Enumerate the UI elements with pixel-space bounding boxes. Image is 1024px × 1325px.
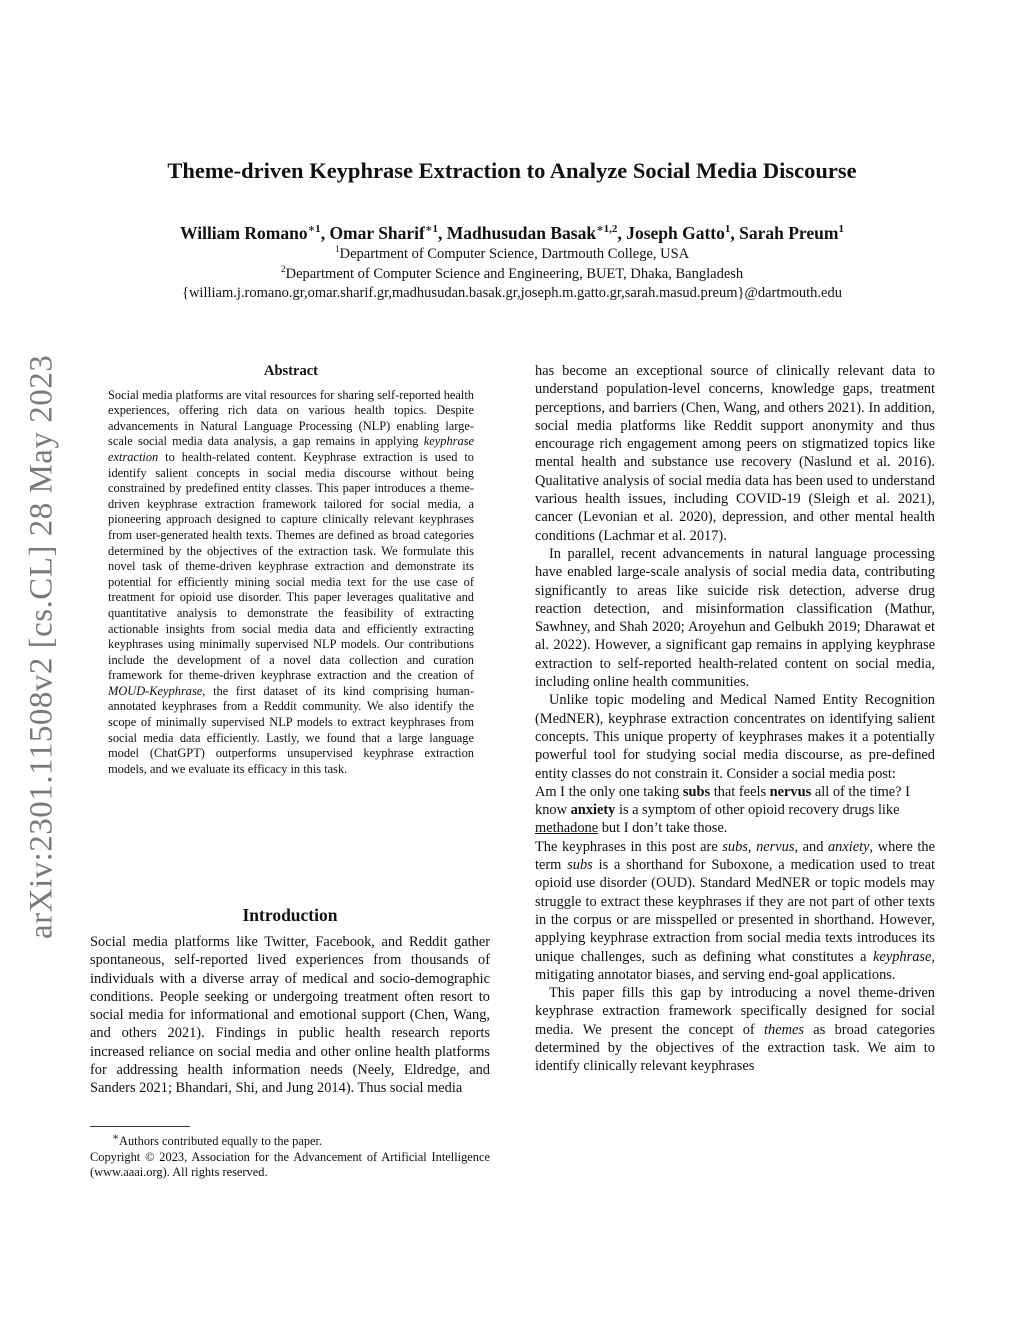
affiliation-2: $^2$Department of Computer Science and Engineering, BUET, Dhaka, Bangladesh xyxy=(280,265,744,282)
author-name: Madhusudan Basak xyxy=(446,222,597,243)
author-affil-mark: ∗1,2 xyxy=(596,223,618,235)
abstract-heading: Abstract xyxy=(264,363,318,379)
affiliation-1: $^1$Department of Computer Science, Dartmouth College, USA xyxy=(334,245,690,262)
author-affil-mark: 1 xyxy=(724,223,731,235)
body-paragraph: has become an exceptional source of clinically relevant data to understand population-level concerns, knowledge gaps, treatment perceptions, and barriers (Chen, Wang, and others 2021). In addition, social media platforms like Reddit support anonymity and thus encourage rich engagement among peers on stigmatized topics like mental health and substance use recovery (Naslund et al. 2016). Qualitative analysis of social media data has been used to understand various health issues, including COVID-19 (Sleigh et al. 2021), cancer (Levonian et al. 2020), depression, and other mental health conditions (Lachmar et al. 2017). xyxy=(535,363,935,544)
author-affil-mark: 1 xyxy=(838,223,844,235)
body-paragraph: This paper fills this gap by introducing a novel theme-driven keyphrase extraction framework specifically designed for social media. We present the concept of themes as broad categories determined by the objectives of the extraction task. We aim to identify clinically relevant keyphrases xyxy=(535,985,935,1075)
author-name: William Romano xyxy=(180,222,308,243)
copyright-notice: Copyright © 2023, Association for the Advancement of Artificial Intelligence (www.aaai.org). All rights reserved. xyxy=(90,1149,490,1179)
author-name: Joseph Gatto xyxy=(626,222,725,243)
author-affil-mark: ∗1 xyxy=(424,223,438,235)
social-media-post-quote: Am I the only one taking subs that feels nervus all of the time? I know anxiety is a symptom of other opioid recovery drugs like methadone but I don’t take those. xyxy=(535,783,910,837)
body-paragraph: The keyphrases in this post are subs, nervus, and anxiety, where the term subs is a shorthand for Suboxone, a medication used to treat opioid use disorder (OUD). Standard MedNER or topic models may struggle to extract these keyphrases if they are not part of other texts in the corpus or are misspelled or presented in shorthand. However, applying keyphrase extraction from social media texts introduces its unique challenges, such as defining what constitutes a keyphrase, mitigating annotator biases, and serving end-goal applications. xyxy=(535,838,936,983)
author-list: William Romano$^{∗1}$, Omar Sharif$^{∗1}$, Madhusudan Basak$^{∗1,2}$, Joseph Gatto$^1$, Sarah Preum$^1$ xyxy=(180,222,844,243)
abstract-text: Social media platforms are vital resources for sharing self-reported health experiences, offering rich data on various health topics. Despite advancements in Natural Language Processing (NLP) enabling large-scale social media data analysis, a gap remains in applying keyphrase extraction to health-related content. Keyphrase extraction is used to identify salient concepts in social media discourse without being constrained by predefined entity classes. This paper introduces a theme-driven keyphrase extraction framework tailored for social media, a pioneering approach designed to capture clinically relevant keyphrases from user-generated health texts. Themes are defined as broad categories determined by the objectives of the extraction task. We formulate this novel task of theme-driven keyphrase extraction and demonstrate its potential for efficiently mining social media text for the use case of treatment for opioid use disorder. This paper leverages qualitative and quantitative analysis to demonstrate the feasibility of extracting actionable insights from social media data and efficiently extracting keyphrases using minimally supervised NLP models. Our contributions include the development of a novel data collection and curation framework for theme-driven keyphrase extraction and the creation of MOUD-Keyphrase, the first dataset of its kind comprising human-annotated keyphrases from a Reddit community. We also identify the scope of minimally supervised NLP models to extract keyphrases from social media data efficiently. Lastly, we found that a large language model (ChatGPT) outperforms unsupervised keyphrase extraction models, and we evaluate its efficacy in this task. xyxy=(108,387,474,776)
abstract xyxy=(108,364,474,777)
paper-title: Theme-driven Keyphrase Extraction to Analyze Social Media Discourse xyxy=(167,158,857,183)
section-heading-introduction: Introduction xyxy=(242,905,338,925)
author-affil-mark: ∗1 xyxy=(307,223,321,235)
footnote-divider xyxy=(90,1126,190,1127)
body-paragraph: In parallel, recent advancements in natural language processing have enabled large-scale analysis of social media data, contributing significantly to areas like suicide risk detection, adverse drug reaction detection, and misinformation classification (Mathur, Sawhney, and Shah 2020; Aroyehun and Gelbukh 2019; Dharawat et al. 2022). However, a significant gap remains in applying keyphrase extraction to self-reported health-related content on social media, including online health communities. xyxy=(535,545,935,691)
author-name: Sarah Preum xyxy=(739,222,839,243)
right-column xyxy=(535,362,935,1076)
body-paragraph: Unlike topic modeling and Medical Named Entity Recognition (MedNER), keyphrase extraction concentrates on identifying salient concepts. This unique property of keyphrases makes it a potentially powerful tool for studying social media discourse, as pre-defined entity classes do not constrain it. Consider a social media post: xyxy=(535,692,935,782)
footnotes xyxy=(90,1130,490,1180)
author-emails: {william.j.romano.gr,omar.sharif.gr,madhusudan.basak.gr,joseph.m.gatto.gr,sarah.masud.preum}@dartmouth.edu xyxy=(182,285,842,301)
arxiv-identifier: arXiv:2301.11508v2 [cs.CL] 28 May 2023 xyxy=(23,354,60,940)
left-column-intro xyxy=(90,933,490,1098)
author-name: Omar Sharif xyxy=(329,222,425,243)
footnote-equal-contribution: ∗Authors contributed equally to the paper. xyxy=(112,1132,323,1149)
intro-paragraph: Social media platforms like Twitter, Facebook, and Reddit gather spontaneous, self-reported lived experiences from thousands of individuals with a diverse array of medical and socio-demographic conditions. People seeking or undergoing treatment often resort to social media for informational and emotional support (Chen, Wang, and others 2021). Findings in public health research reports increased reliance on social media and other online health platforms for addressing health information needs (Neely, Eldredge, and Sanders 2021; Bhandari, Shi, and Jung 2014). Thus social media xyxy=(90,934,490,1097)
